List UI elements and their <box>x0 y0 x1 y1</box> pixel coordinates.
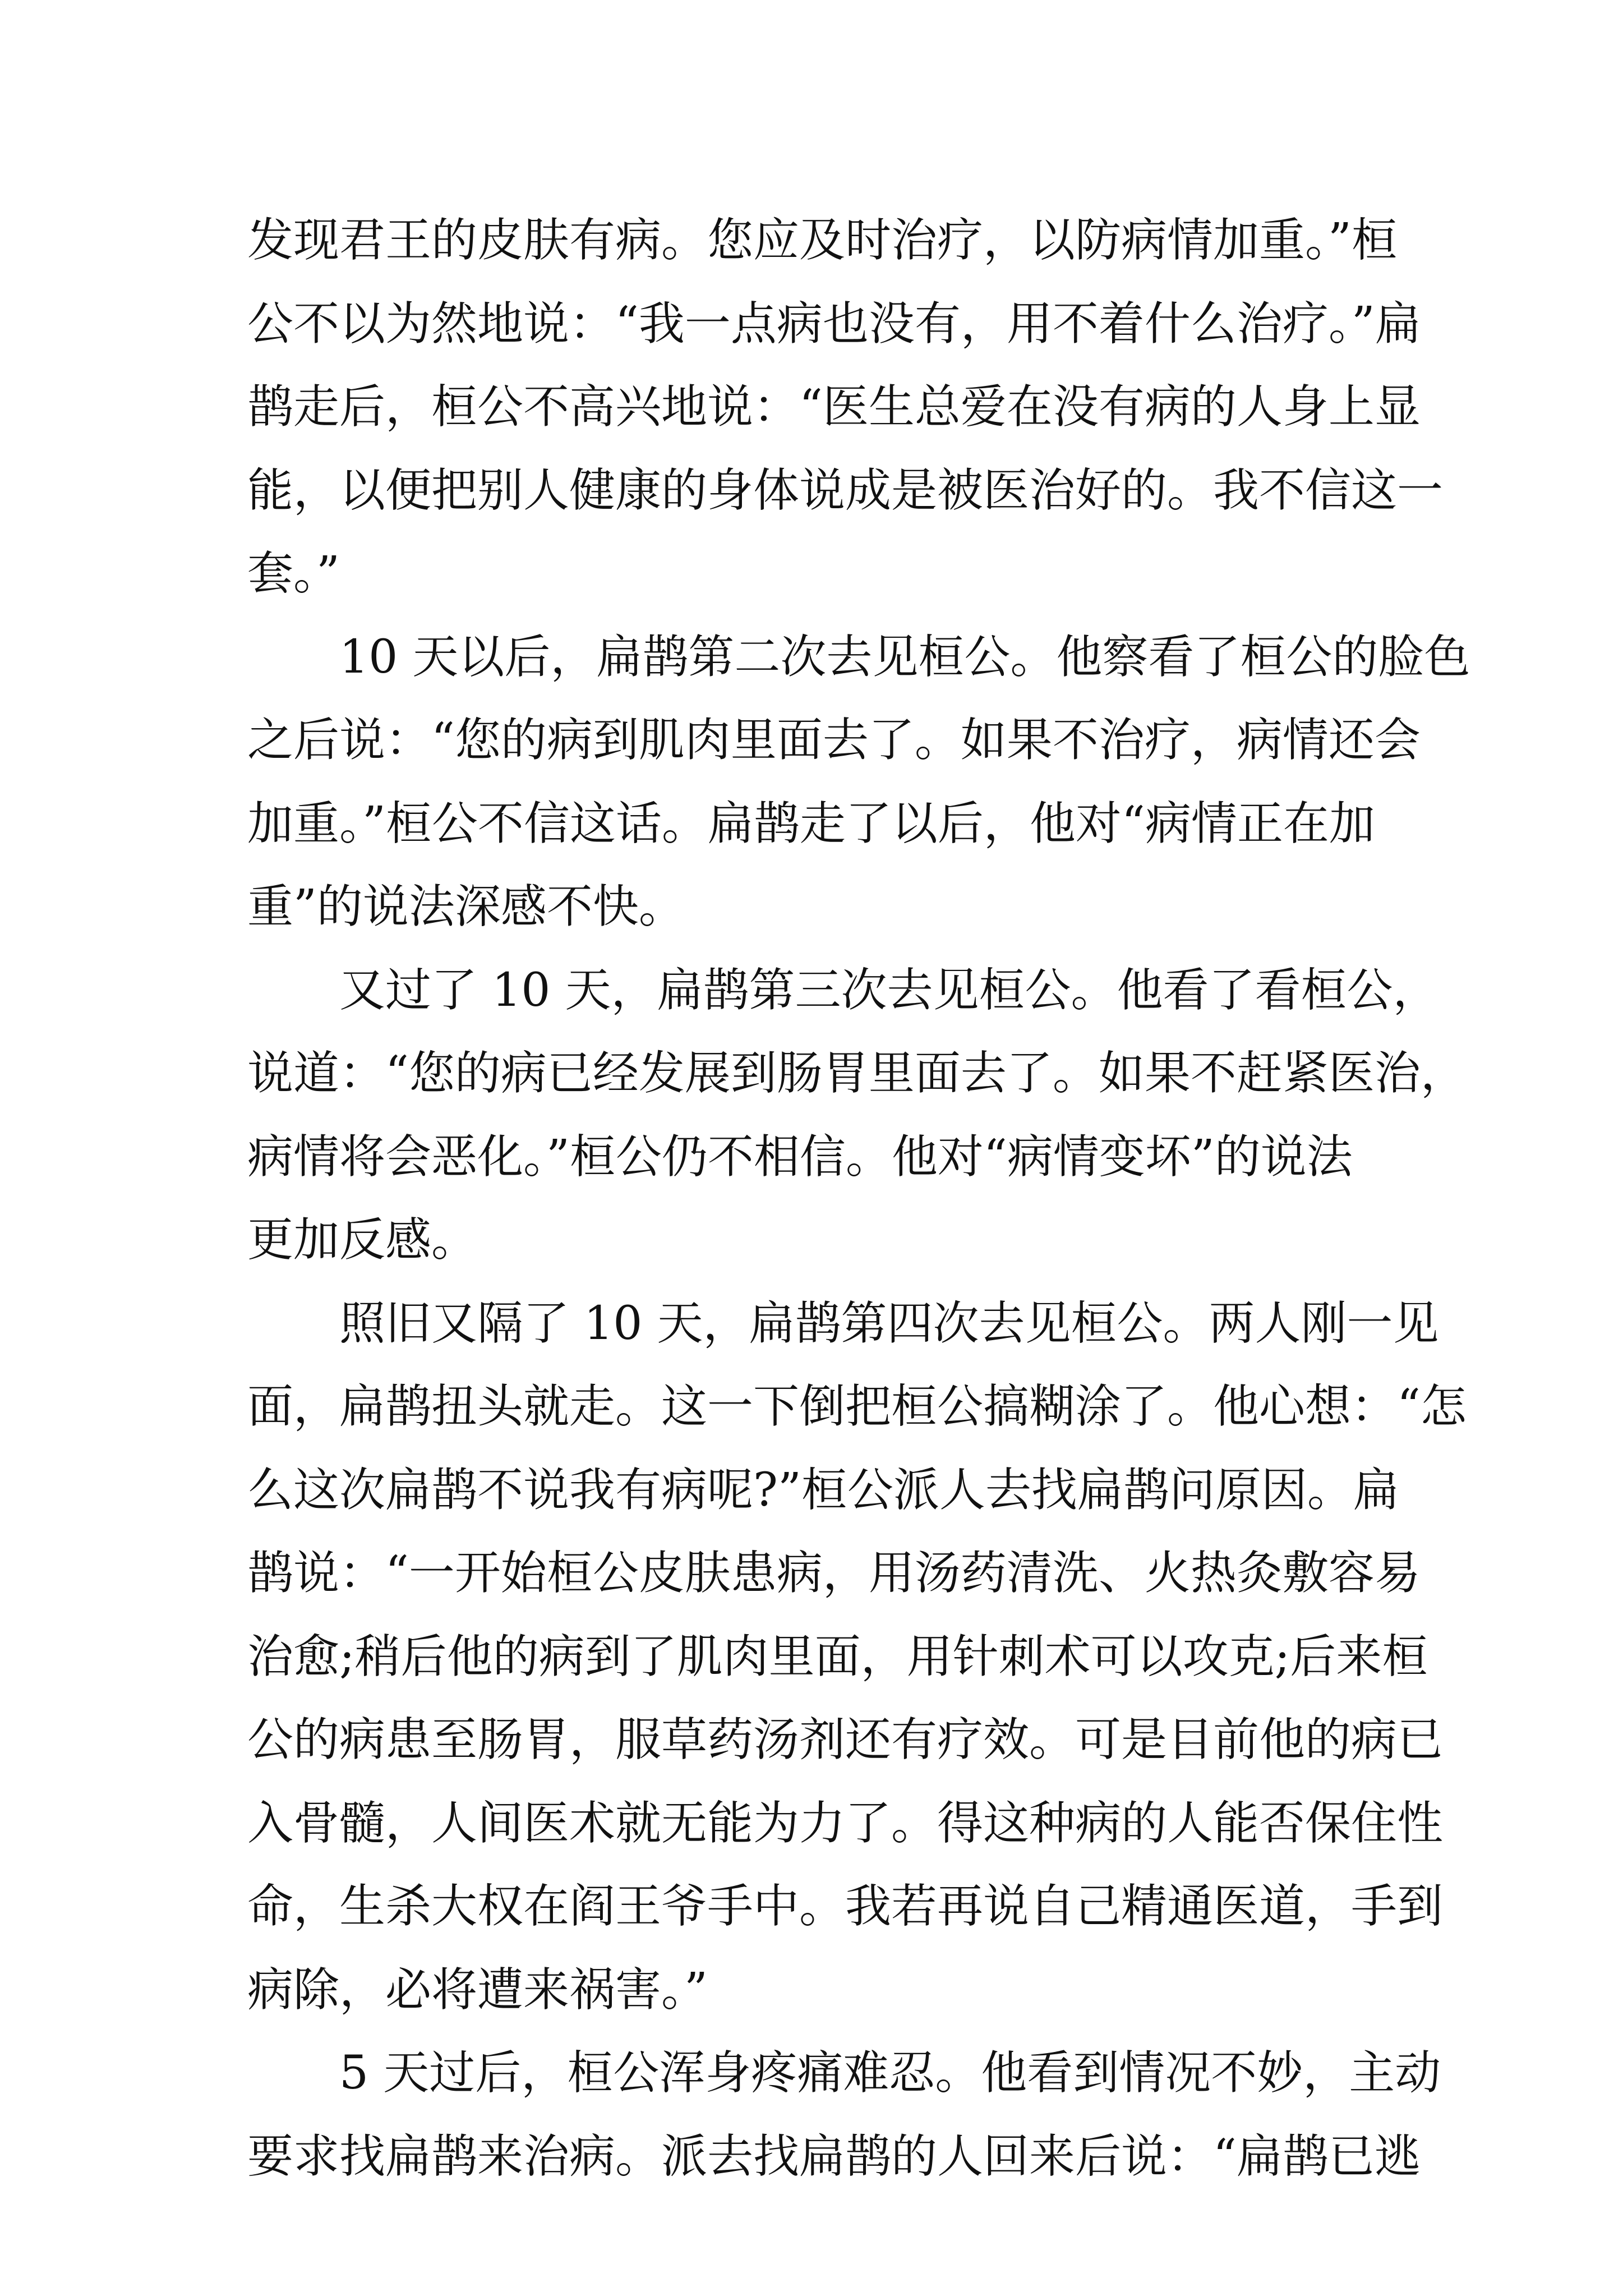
text-line: 套。” <box>247 547 340 600</box>
text-line: 能，以便把别人健康的身体说成是被医治好的。我不信这一 <box>247 463 1444 517</box>
text-line: 鹊走后，桓公不高兴地说：“医生总爱在没有病的人身上显 <box>247 380 1421 434</box>
document-body-text <box>247 199 1470 2197</box>
text-line: 发现君王的皮肤有病。您应及时治疗，以防病情加重。”桓 <box>247 214 1398 267</box>
text-line: 公不以为然地说：“我一点病也没有，用不着什么治疗。”扁 <box>247 297 1421 351</box>
text-line: 病情将会恶化。”桓公仍不相信。他对“病情变坏”的说法 <box>247 1130 1353 1184</box>
text-line: 鹊说：“一开始桓公皮肤患病，用汤药清洗、火热灸敷容易 <box>247 1547 1421 1600</box>
text-line: 面，扁鹊扭头就走。这一下倒把桓公搞糊涂了。他心想：“怎 <box>247 1380 1467 1433</box>
text-line: 要求找扁鹊来治病。派去找扁鹊的人回来后说：“扁鹊已逃 <box>247 2129 1421 2183</box>
paragraph-first-line: 5 天过后，桓公浑身疼痛难忍。他看到情况不妙，主动 <box>339 2046 1441 2100</box>
text-line: 治愈;稍后他的病到了肌肉里面，用针刺术可以攻克;后来桓 <box>247 1630 1428 1683</box>
paragraph-first-line: 照旧又隔了 10 天，扁鹊第四次去见桓公。两人刚一见 <box>339 1296 1439 1350</box>
text-line: 重”的说法深感不快。 <box>247 880 685 933</box>
paragraph-first-line: 又过了 10 天，扁鹊第三次去见桓公。他看了看桓公， <box>339 963 1439 1017</box>
text-line: 之后说：“您的病到肌肉里面去了。如果不治疗，病情还会 <box>247 714 1421 767</box>
text-line: 更加反感。 <box>247 1213 478 1267</box>
text-line: 加重。”桓公不信这话。扁鹊走了以后，他对“病情正在加 <box>247 797 1375 850</box>
text-line: 说道：“您的病已经发展到肠胃里面去了。如果不赶紧医治， <box>247 1047 1467 1100</box>
text-line: 命，生杀大权在阎王爷手中。我若再说自己精通医道，手到 <box>247 1880 1444 1933</box>
text-line: 么这次扁鹊不说我有病呢?”桓公派人去找扁鹊问原因。扁 <box>247 1463 1399 1517</box>
paragraph-first-line: 10 天以后，扁鹊第二次去见桓公。他察看了桓公的脸色 <box>339 630 1470 684</box>
text-line: 公的病患至肠胃，服草药汤剂还有疗效。可是目前他的病已 <box>247 1713 1444 1766</box>
text-line: 入骨髓，人间医术就无能为力了。得这种病的人能否保住性 <box>247 1796 1444 1850</box>
text-line: 病除，必将遭来祸害。” <box>247 1963 708 2017</box>
